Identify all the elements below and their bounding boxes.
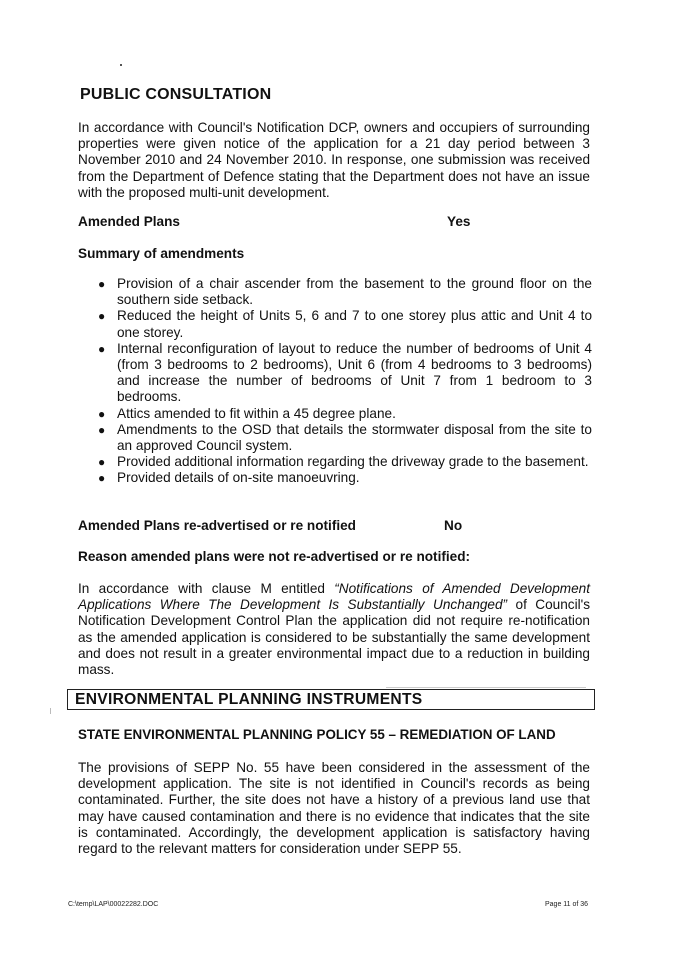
amendments-list xyxy=(96,276,592,487)
public-consultation-heading: PUBLIC CONSULTATION xyxy=(80,86,272,103)
readvertised-label: Amended Plans re-advertised or re notified xyxy=(78,518,356,533)
bullet-icon: ● xyxy=(98,277,106,291)
list-item: ● Provision of a chair ascender from the basement to the ground floor on the southern side setback. xyxy=(98,276,592,308)
scan-line xyxy=(386,687,586,688)
bullet-icon: ● xyxy=(98,455,106,470)
public-consultation-paragraph: In accordance with Council's Notification DCP, owners and occupiers of surrounding properties were given notice of the application for a 21 day period between 3 November 2010 and 24 November 2010. In response, one submission was received from the Department of Defence stating that the Department does not have an issue with the proposed multi-unit development. xyxy=(78,120,590,200)
bullet-icon: ● xyxy=(98,406,106,421)
list-item: ● Internal reconfiguration of layout to reduce the number of bedrooms of Unit 4 (from 3 bedrooms to 2 bedrooms), Unit 6 (from 4 bedrooms to 3 bedrooms) and increase the number of bedrooms of Unit 7 from 1 bedroom to 3 bedrooms. xyxy=(98,340,592,405)
amended-plans-row xyxy=(78,214,471,229)
footer-page-number: Page 11 of 36 xyxy=(545,901,589,908)
list-item: ● Reduced the height of Units 5, 6 and 7 to one storey plus attic and Unit 4 to one storey. xyxy=(98,308,592,340)
margin-mark xyxy=(50,708,51,714)
sepp-heading: STATE ENVIRONMENTAL PLANNING POLICY 55 – REMEDIATION OF LAND xyxy=(78,727,556,742)
list-item: ● Amendments to the OSD that details the stormwater disposal from the site to an approved Council system. xyxy=(98,421,592,454)
bullet-icon: ● xyxy=(98,422,106,437)
reason-paragraph: In accordance with clause M entitled “Notifications of Amended Development Applications Where The Development Is Substantially Unchanged” of Council's Notification Development Control Plan the application did not require re-notification as the amended application is considered to be substantially the same development and does not result in a greater environmental impact due to a reduction in building mass. xyxy=(78,581,590,678)
amended-plans-value: Yes xyxy=(447,214,471,229)
sepp-paragraph: The provisions of SEPP No. 55 have been considered in the assessment of the development application. The site is not identified in Council's records as being contaminated. Further, the site does not have a history of a previous land use that may have caused contamination and there is no evidence that indicates that the site is contaminated. Accordingly, the development application is satisfactory having regard to the relevant matters for consideration under SEPP 55. xyxy=(78,760,590,857)
list-item: ● Attics amended to fit within a 45 degree plane. xyxy=(98,405,396,421)
scan-speck xyxy=(120,64,122,66)
bullet-icon: ● xyxy=(98,309,106,324)
epi-heading: ENVIRONMENTAL PLANNING INSTRUMENTS xyxy=(75,691,423,708)
amended-plans-label: Amended Plans xyxy=(78,214,180,229)
clause-title: “Notifications of Amended Development Applications Where The Development Is Substantially Unchanged” xyxy=(78,581,590,613)
footer-file-path: C:\temp\LAP\00022282.DOC xyxy=(68,901,159,908)
list-item: ● Provided details of on-site manoeuvring. xyxy=(98,470,360,486)
bullet-icon: ● xyxy=(98,341,106,356)
bullet-icon: ● xyxy=(98,471,106,486)
epi-section-box xyxy=(67,689,595,710)
readvertised-value: No xyxy=(444,518,463,533)
readvertised-row xyxy=(78,518,463,533)
summary-heading: Summary of amendments xyxy=(78,246,245,261)
reason-heading: Reason amended plans were not re-advertised or re notified: xyxy=(78,549,471,564)
list-item: ● Provided additional information regarding the driveway grade to the basement. xyxy=(98,454,589,470)
